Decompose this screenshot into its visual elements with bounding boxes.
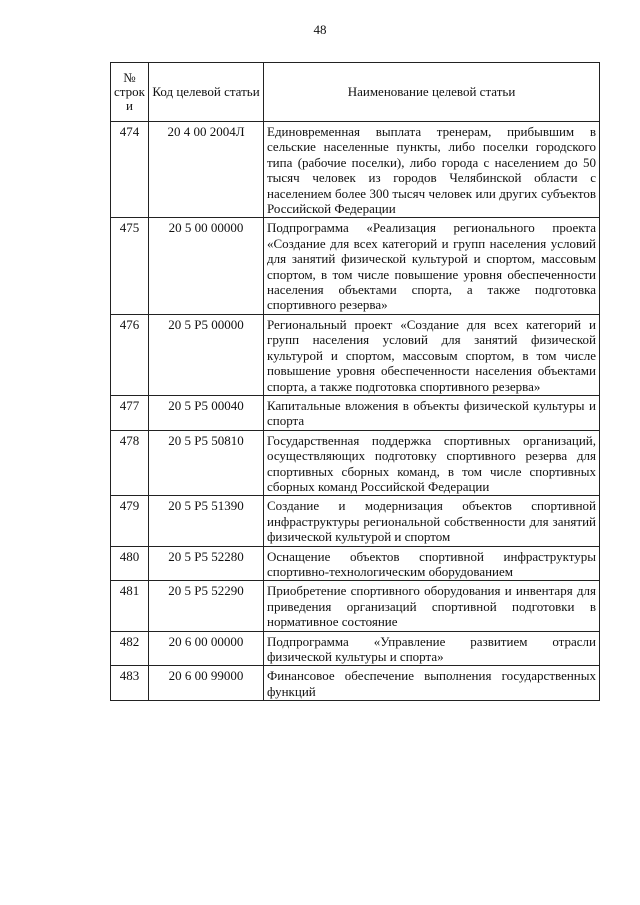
target-code: 20 5 P5 52290 [149, 581, 264, 631]
target-name: Капитальные вложения в объекты физической культуры и спорта [264, 395, 600, 430]
row-number: 481 [111, 581, 149, 631]
target-code: 20 4 00 2004Л [149, 122, 264, 218]
page-number: 48 [313, 22, 327, 37]
target-code: 20 5 00 00000 [149, 218, 264, 314]
row-number: 476 [111, 314, 149, 395]
table-row [111, 546, 600, 581]
target-code: 20 6 00 00000 [149, 631, 264, 666]
row-number: 477 [111, 395, 149, 430]
header-target-code: Код целевой статьи [149, 63, 264, 122]
target-name: Приобретение спортивного оборудования и инвентаря для приведения организаций спортивной подготовки в нормативное состояние [264, 581, 600, 631]
table-row [111, 581, 600, 631]
target-name: Единовременная выплата тренерам, прибывшим в сельские населенные пункты, либо поселки городского типа (рабочие поселки), либо города с населением до 50 тысяч человек из городов Челябинской области с населением более 300 тысяч человек или других субъектов Российской Федерации [264, 122, 600, 218]
target-name: Государственная поддержка спортивных организаций, осуществляющих подготовку спортивного резерва для спортивных сборных команд, в том числе спортивных сборных команд Российской Федерации [264, 430, 600, 496]
header-row-number: № строк и [111, 63, 149, 122]
target-name: Региональный проект «Создание для всех категорий и групп населения условий для занятий физической культурой и спортом, массовым спортом, в том числе повышение уровня обеспеченности населения объектами спорта, а также подготовка спортивного резерва» [264, 314, 600, 395]
row-number: 475 [111, 218, 149, 314]
target-code: 20 5 P5 50810 [149, 430, 264, 496]
row-number: 482 [111, 631, 149, 666]
target-name: Подпрограмма «Управление развитием отрасли физической культуры и спорта» [264, 631, 600, 666]
row-number: 479 [111, 496, 149, 546]
row-number: 483 [111, 666, 149, 701]
table-row [111, 496, 600, 546]
target-code: 20 5 P5 00000 [149, 314, 264, 395]
table-row [111, 666, 600, 701]
table-row [111, 631, 600, 666]
table-row [111, 314, 600, 395]
header-target-name: Наименование целевой статьи [264, 63, 600, 122]
target-articles-table [110, 62, 600, 701]
target-name: Создание и модернизация объектов спортивной инфраструктуры региональной собственности для занятий физической культурой и спортом [264, 496, 600, 546]
table-row [111, 395, 600, 430]
target-name: Подпрограмма «Реализация регионального проекта «Создание для всех категорий и групп населения условий для занятий физической культурой и спортом, массовым спортом, в том числе повышение уровня обеспеченности населения объектами спорта, а также подготовка спортивного резерва» [264, 218, 600, 314]
target-name: Оснащение объектов спортивной инфраструктуры спортивно-технологическим оборудованием [264, 546, 600, 581]
target-name: Финансовое обеспечение выполнения государственных функций [264, 666, 600, 701]
table-row [111, 430, 600, 496]
row-number: 478 [111, 430, 149, 496]
target-code: 20 6 00 99000 [149, 666, 264, 701]
table-row [111, 122, 600, 218]
target-code: 20 5 P5 52280 [149, 546, 264, 581]
table-header-row [111, 63, 600, 122]
target-code: 20 5 P5 51390 [149, 496, 264, 546]
row-number: 474 [111, 122, 149, 218]
target-code: 20 5 P5 00040 [149, 395, 264, 430]
row-number: 480 [111, 546, 149, 581]
table-row [111, 218, 600, 314]
